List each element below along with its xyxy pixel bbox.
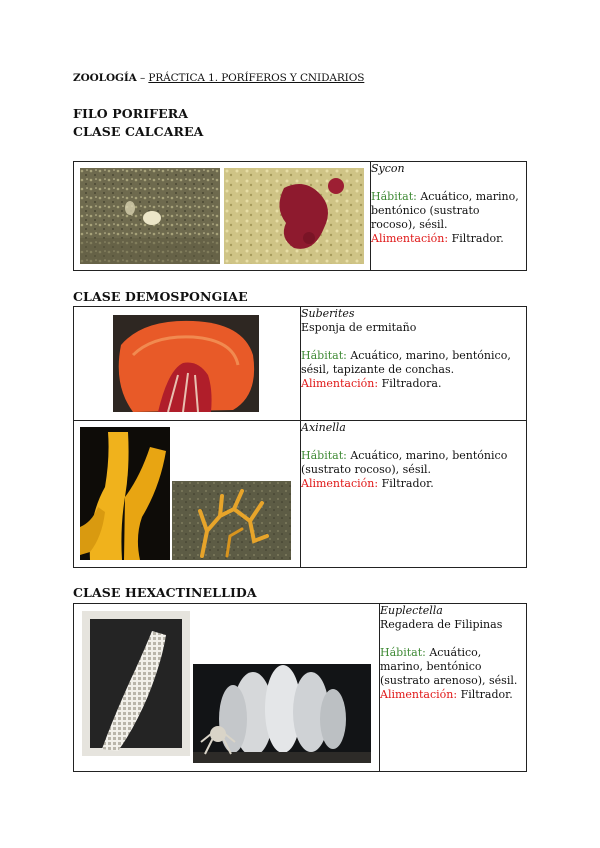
practice-title: PRÁCTICA 1. PORÍFEROS Y CNIDARIOS (148, 72, 365, 84)
sycon-genus: Sycon (371, 162, 405, 175)
suberites-common-name: Esponja de ermitaño (301, 321, 417, 334)
euplectella-feeding-label: Alimentación: (380, 688, 458, 701)
sycon-feeding-label: Alimentación: (371, 232, 449, 245)
sycon-table (73, 161, 527, 271)
suberites-feeding-text: Filtradora. (381, 377, 442, 390)
axinella-feeding-text: Filtrador. (381, 477, 434, 490)
class-calcarea-heading: CLASE CALCAREA (73, 124, 204, 139)
suberites-photo (113, 315, 259, 412)
euplectella-image-cell (74, 604, 380, 772)
suberites-description-cell (301, 307, 527, 421)
subject-label: ZOOLOGÍA (73, 72, 137, 84)
header-separator: – (136, 72, 149, 84)
sycon-photo-1 (80, 168, 220, 264)
suberites-image-cell (74, 307, 301, 421)
axinella-photo-1 (80, 427, 170, 560)
euplectella-photo-1 (82, 611, 190, 756)
euplectella-photo-2 (193, 664, 371, 763)
suberites-habitat-label: Hábitat: (301, 349, 347, 362)
hexactinellida-table (73, 603, 527, 772)
euplectella-genus: Euplectella (380, 604, 443, 617)
page-header (73, 72, 364, 84)
axinella-habitat-text: Acuático, marino, bentónico (sustrato rocoso), sésil. (301, 449, 508, 476)
euplectella-description-cell (380, 604, 527, 772)
suberites-habitat-text: Acuático, marino, bentónico, sésil, tapizante de conchas. (301, 349, 511, 376)
euplectella-habitat-text: Acuático, marino, bentónico (sustrato arenoso), sésil. (380, 646, 518, 687)
suberites-genus: Suberites (301, 307, 355, 320)
sycon-habitat-label: Hábitat: (371, 190, 417, 203)
sycon-description-cell (371, 162, 527, 271)
demospongiae-table (73, 306, 527, 568)
axinella-photo-2 (172, 481, 291, 560)
phylum-heading: FILO PORIFERA (73, 106, 189, 121)
euplectella-feeding-text: Filtrador. (460, 688, 513, 701)
axinella-feeding-label: Alimentación: (301, 477, 379, 490)
euplectella-common-name: Regadera de Filipinas (380, 618, 503, 631)
axinella-image-cell (74, 421, 301, 568)
sycon-habitat-text: Acuático, marino, bentónico (sustrato rocoso), sésil. (371, 190, 519, 231)
sycon-photo-2 (224, 168, 364, 264)
class-demospongiae-heading: CLASE DEMOSPONGIAE (73, 289, 248, 304)
axinella-genus: Axinella (301, 421, 346, 434)
euplectella-habitat-label: Hábitat: (380, 646, 426, 659)
class-hexactinellida-heading: CLASE HEXACTINELLIDA (73, 585, 257, 600)
axinella-description-cell (301, 421, 527, 568)
sycon-image-cell (74, 162, 371, 271)
suberites-feeding-label: Alimentación: (301, 377, 379, 390)
sycon-feeding-text: Filtrador. (451, 232, 504, 245)
axinella-habitat-label: Hábitat: (301, 449, 347, 462)
